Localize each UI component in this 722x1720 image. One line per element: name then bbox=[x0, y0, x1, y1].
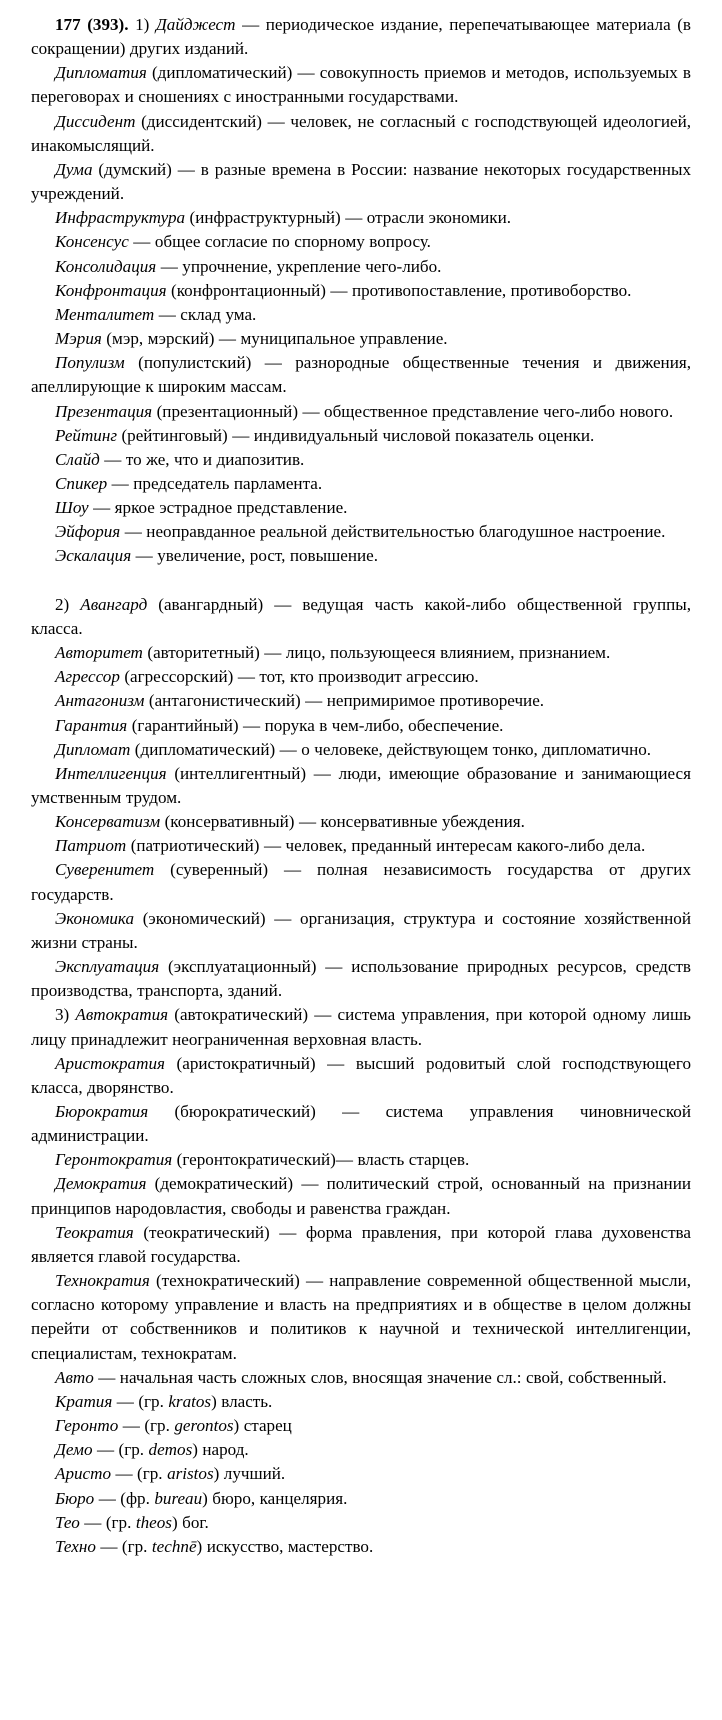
paragraph-entry bbox=[31, 13, 691, 61]
entry-term: Авангард bbox=[80, 594, 148, 614]
paragraph-entry bbox=[31, 834, 691, 858]
paragraph-entry bbox=[31, 1511, 691, 1535]
entry-definition: (гарантийный) — порука в чем-либо, обеспечение. bbox=[127, 715, 504, 735]
paragraph-entry bbox=[31, 230, 691, 254]
paragraph-entry bbox=[31, 1052, 691, 1100]
entry-definition: (рейтинговый) — индивидуальный числовой показатель оценки. bbox=[117, 425, 595, 445]
entry-definition: (инфраструктурный) — отрасли экономики. bbox=[185, 208, 512, 228]
paragraph-entry bbox=[31, 1172, 691, 1220]
paragraph-entry bbox=[31, 593, 691, 641]
entry-definition: (диссидентский) — человек, не согласный с господствующей идеологией, инакомыслящий. bbox=[31, 111, 691, 155]
paragraph-entry bbox=[31, 544, 691, 568]
entry-term: Мэрия bbox=[55, 329, 102, 349]
entry-definition: — начальная часть сложных слов, вносящая значение сл.: свой, собственный. bbox=[93, 1367, 667, 1387]
entry-definition: (дипломатический) — о человеке, действующем тонко, дипломатично. bbox=[130, 739, 652, 759]
entry-term: Консенсус bbox=[55, 232, 129, 252]
entry-definition-post: ) народ. bbox=[192, 1440, 249, 1460]
entry-term: Кратия bbox=[55, 1391, 113, 1411]
entry-term: Техно bbox=[55, 1536, 96, 1556]
entry-term: Презентация bbox=[55, 401, 153, 421]
entry-term: Слайд bbox=[55, 449, 100, 469]
entry-definition: — периодическое издание, перепечатывающее материала (в сокращении) других изданий. bbox=[31, 15, 691, 59]
paragraph-entry bbox=[31, 907, 691, 955]
entry-definition-post: ) власть. bbox=[211, 1391, 273, 1411]
entry-term: Популизм bbox=[55, 353, 125, 373]
entry-definition-post: ) бюро, канцелярия. bbox=[202, 1488, 348, 1508]
entry-definition-post: ) старец bbox=[233, 1416, 292, 1436]
entry-term: Рейтинг bbox=[55, 425, 117, 445]
entry-term: Патриот bbox=[55, 836, 127, 856]
entry-term: Дипломатия bbox=[55, 63, 147, 83]
paragraph-entry bbox=[31, 714, 691, 738]
entry-definition-post: ) лучший. bbox=[213, 1464, 286, 1484]
entry-definition: (авторитетный) — лицо, пользующееся влиянием, признанием. bbox=[142, 643, 611, 663]
paragraph-entry bbox=[31, 327, 691, 351]
paragraph-entry bbox=[31, 279, 691, 303]
entry-definition: — то же, что и диапозитив. bbox=[99, 449, 305, 469]
paragraph-entry bbox=[31, 1462, 691, 1486]
entry-term: Конфронтация bbox=[55, 280, 167, 300]
exercise-number: 177 (393). bbox=[55, 15, 136, 34]
entry-etymon: demos bbox=[148, 1440, 193, 1460]
entry-term: Эксплуатация bbox=[55, 957, 160, 977]
entry-term: Агрессор bbox=[55, 667, 120, 687]
entry-etymon: theos bbox=[135, 1512, 172, 1532]
entry-definition: (экономический) — организация, структура и состояние хозяйственной жизни страны. bbox=[31, 908, 691, 952]
entry-definition: — общее согласие по спорному вопросу. bbox=[128, 232, 431, 252]
paragraph-entry bbox=[31, 1438, 691, 1462]
entry-term: Дума bbox=[55, 159, 93, 179]
entry-term: Аристо bbox=[55, 1464, 112, 1484]
paragraph-entry bbox=[31, 448, 691, 472]
paragraph-entry bbox=[31, 1366, 691, 1390]
entry-definition: — увеличение, рост, повышение. bbox=[131, 546, 378, 566]
entry-definition: (демократический) — политический строй, основанный на признании принципов народовластия, свободы и равенства граждан. bbox=[31, 1174, 691, 1218]
entry-term: Геронто bbox=[55, 1416, 119, 1436]
entry-definition: — неоправданное реальной действительностью благодушное настроение. bbox=[120, 522, 666, 542]
entry-definition: (бюрократический) — система управления чиновнической администрации. bbox=[31, 1102, 691, 1146]
paragraph-entry bbox=[31, 351, 691, 399]
paragraph-entry bbox=[31, 496, 691, 520]
paragraph-entry bbox=[31, 1003, 691, 1051]
entry-term: Демо bbox=[55, 1440, 93, 1460]
entry-definition: (геронтократический)— власть старцев. bbox=[172, 1150, 470, 1170]
paragraph-entry bbox=[31, 641, 691, 665]
entry-definition-pre: — (гр. bbox=[111, 1464, 168, 1484]
entry-term: Экономика bbox=[55, 908, 135, 928]
entry-term: Антагонизм bbox=[55, 691, 145, 711]
entry-definition: (технократический) — направление современной общественной мысли, согласно которому управление и власть на предприятиях и в обществе в целом должны перейти от собственников и политиков к научной и технической интеллигенции, специалистам, технократам. bbox=[31, 1271, 691, 1363]
section-marker: 2) bbox=[55, 594, 81, 614]
entry-term: Гарантия bbox=[55, 715, 128, 735]
paragraph-entry bbox=[31, 665, 691, 689]
entry-definition: (автократический) — система управления, при которой одному лишь лицу принадлежит неограниченная верховная власть. bbox=[31, 1005, 691, 1049]
entry-definition: (популистский) — разнородные общественные течения и движения, апеллирующие к широким массам. bbox=[31, 353, 691, 397]
paragraph-entry bbox=[31, 158, 691, 206]
entry-definition: — упрочнение, укрепление чего-либо. bbox=[156, 256, 442, 276]
entry-etymon: gerontos bbox=[174, 1416, 234, 1436]
entry-etymon: bureau bbox=[154, 1488, 203, 1508]
entry-definition-pre: — (фр. bbox=[94, 1488, 155, 1508]
paragraph-entry bbox=[31, 689, 691, 713]
entry-etymon: kratos bbox=[168, 1391, 212, 1411]
entry-definition: (конфронтационный) — противопоставление, противоборство. bbox=[166, 280, 632, 300]
entry-term: Шоу bbox=[55, 498, 89, 518]
entry-term: Аристократия bbox=[55, 1053, 165, 1073]
entry-definition: (дипломатический) — совокупность приемов и методов, используемых в переговорах и сношениях с иностранными государствами. bbox=[31, 63, 691, 107]
entry-etymon: technē bbox=[151, 1536, 197, 1556]
entry-definition: — яркое эстрадное представление. bbox=[88, 498, 348, 518]
entry-term: Дайджест bbox=[155, 15, 236, 34]
entry-term: Инфраструктура bbox=[55, 208, 186, 228]
section-marker: 1) bbox=[135, 15, 156, 34]
entry-term: Авторитет bbox=[55, 643, 143, 663]
entry-definition: (теократический) — форма правления, при которой глава духовенства является главой государства. bbox=[31, 1222, 691, 1266]
paragraph-entry bbox=[31, 810, 691, 834]
entry-term: Спикер bbox=[55, 473, 108, 493]
entry-term: Дипломат bbox=[55, 739, 131, 759]
entry-term: Геронтократия bbox=[55, 1150, 173, 1170]
entry-definition: — склад ума. bbox=[154, 304, 257, 324]
entry-definition: (антагонистический) — непримиримое противоречие. bbox=[144, 691, 545, 711]
entry-term: Эйфория bbox=[55, 522, 121, 542]
entry-definition-pre: — (гр. bbox=[118, 1416, 175, 1436]
paragraph-entry bbox=[31, 1487, 691, 1511]
paragraph-entry bbox=[31, 400, 691, 424]
entry-definition: (презентационный) — общественное представление чего-либо нового. bbox=[152, 401, 674, 421]
entry-term: Консолидация bbox=[55, 256, 157, 276]
entry-definition-post: ) бог. bbox=[171, 1512, 209, 1532]
paragraph-entry bbox=[31, 858, 691, 906]
paragraph-entry bbox=[31, 61, 691, 109]
entry-definition: (суверенный) — полная независимость государства от других государств. bbox=[31, 860, 691, 904]
paragraph-entry bbox=[31, 738, 691, 762]
entry-definition-pre: — (гр. bbox=[92, 1440, 149, 1460]
entry-term: Бюрократия bbox=[55, 1102, 149, 1122]
entry-term: Теократия bbox=[55, 1222, 134, 1242]
entry-term: Менталитет bbox=[55, 304, 155, 324]
entry-definition: (интеллигентный) — люди, имеющие образование и занимающиеся умственным трудом. bbox=[31, 763, 691, 807]
entry-term: Диссидент bbox=[55, 111, 136, 131]
entry-term: Консерватизм bbox=[55, 812, 161, 832]
entry-term: Тео bbox=[55, 1512, 80, 1532]
exercise-body bbox=[31, 13, 691, 1559]
entry-term: Эскалация bbox=[55, 546, 132, 566]
entry-term: Демократия bbox=[55, 1174, 147, 1194]
entry-term: Интеллигенция bbox=[55, 763, 167, 783]
paragraph-entry bbox=[31, 472, 691, 496]
paragraph-entry bbox=[31, 520, 691, 544]
paragraph-entry bbox=[31, 206, 691, 230]
paragraph-entry bbox=[31, 955, 691, 1003]
paragraph-entry bbox=[31, 1535, 691, 1559]
entry-definition: (аристократичный) — высший родовитый слой господствующего класса, дворянство. bbox=[31, 1053, 691, 1097]
paragraph-entry bbox=[31, 1269, 691, 1366]
entry-etymon: aristos bbox=[167, 1464, 214, 1484]
entry-definition: — председатель парламента. bbox=[107, 473, 323, 493]
paragraph-entry bbox=[31, 424, 691, 448]
paragraph-entry bbox=[31, 1414, 691, 1438]
entry-definition: (думский) — в разные времена в России: название некоторых государственных учреждений. bbox=[31, 159, 691, 204]
paragraph-entry bbox=[31, 1390, 691, 1414]
paragraph-entry bbox=[31, 110, 691, 158]
entry-definition: (авангардный) — ведущая часть какой-либо общественной группы, класса. bbox=[31, 594, 691, 638]
entry-term: Авто bbox=[55, 1367, 94, 1387]
paragraph-entry bbox=[31, 303, 691, 327]
section-gap bbox=[31, 569, 691, 593]
entry-definition: (патриотический) — человек, преданный интересам какого-либо дела. bbox=[126, 836, 646, 856]
entry-term: Бюро bbox=[55, 1488, 95, 1508]
entry-definition-post: ) искусство, мастерство. bbox=[196, 1536, 374, 1556]
entry-definition: (мэр, мэрский) — муниципальное управление. bbox=[101, 329, 448, 349]
paragraph-entry bbox=[31, 1221, 691, 1269]
entry-definition: (эксплуатационный) — использование природных ресурсов, средств производства, транспорта, зданий. bbox=[31, 957, 691, 1001]
entry-term: Автократия bbox=[75, 1005, 169, 1025]
entry-term: Технократия bbox=[55, 1271, 150, 1291]
entry-definition-pre: — (гр. bbox=[79, 1512, 136, 1532]
entry-definition: (агрессорский) — тот, кто производит агрессию. bbox=[119, 667, 479, 687]
entry-definition-pre: — (гр. bbox=[95, 1536, 152, 1556]
entry-definition-pre: — (гр. bbox=[112, 1391, 169, 1411]
paragraph-entry bbox=[31, 255, 691, 279]
paragraph-entry bbox=[31, 762, 691, 810]
entry-definition: (консервативный) — консервативные убеждения. bbox=[160, 812, 525, 832]
paragraph-entry bbox=[31, 1100, 691, 1148]
paragraph-entry bbox=[31, 1148, 691, 1172]
entry-term: Суверенитет bbox=[55, 860, 155, 880]
section-marker: 3) bbox=[55, 1005, 76, 1025]
